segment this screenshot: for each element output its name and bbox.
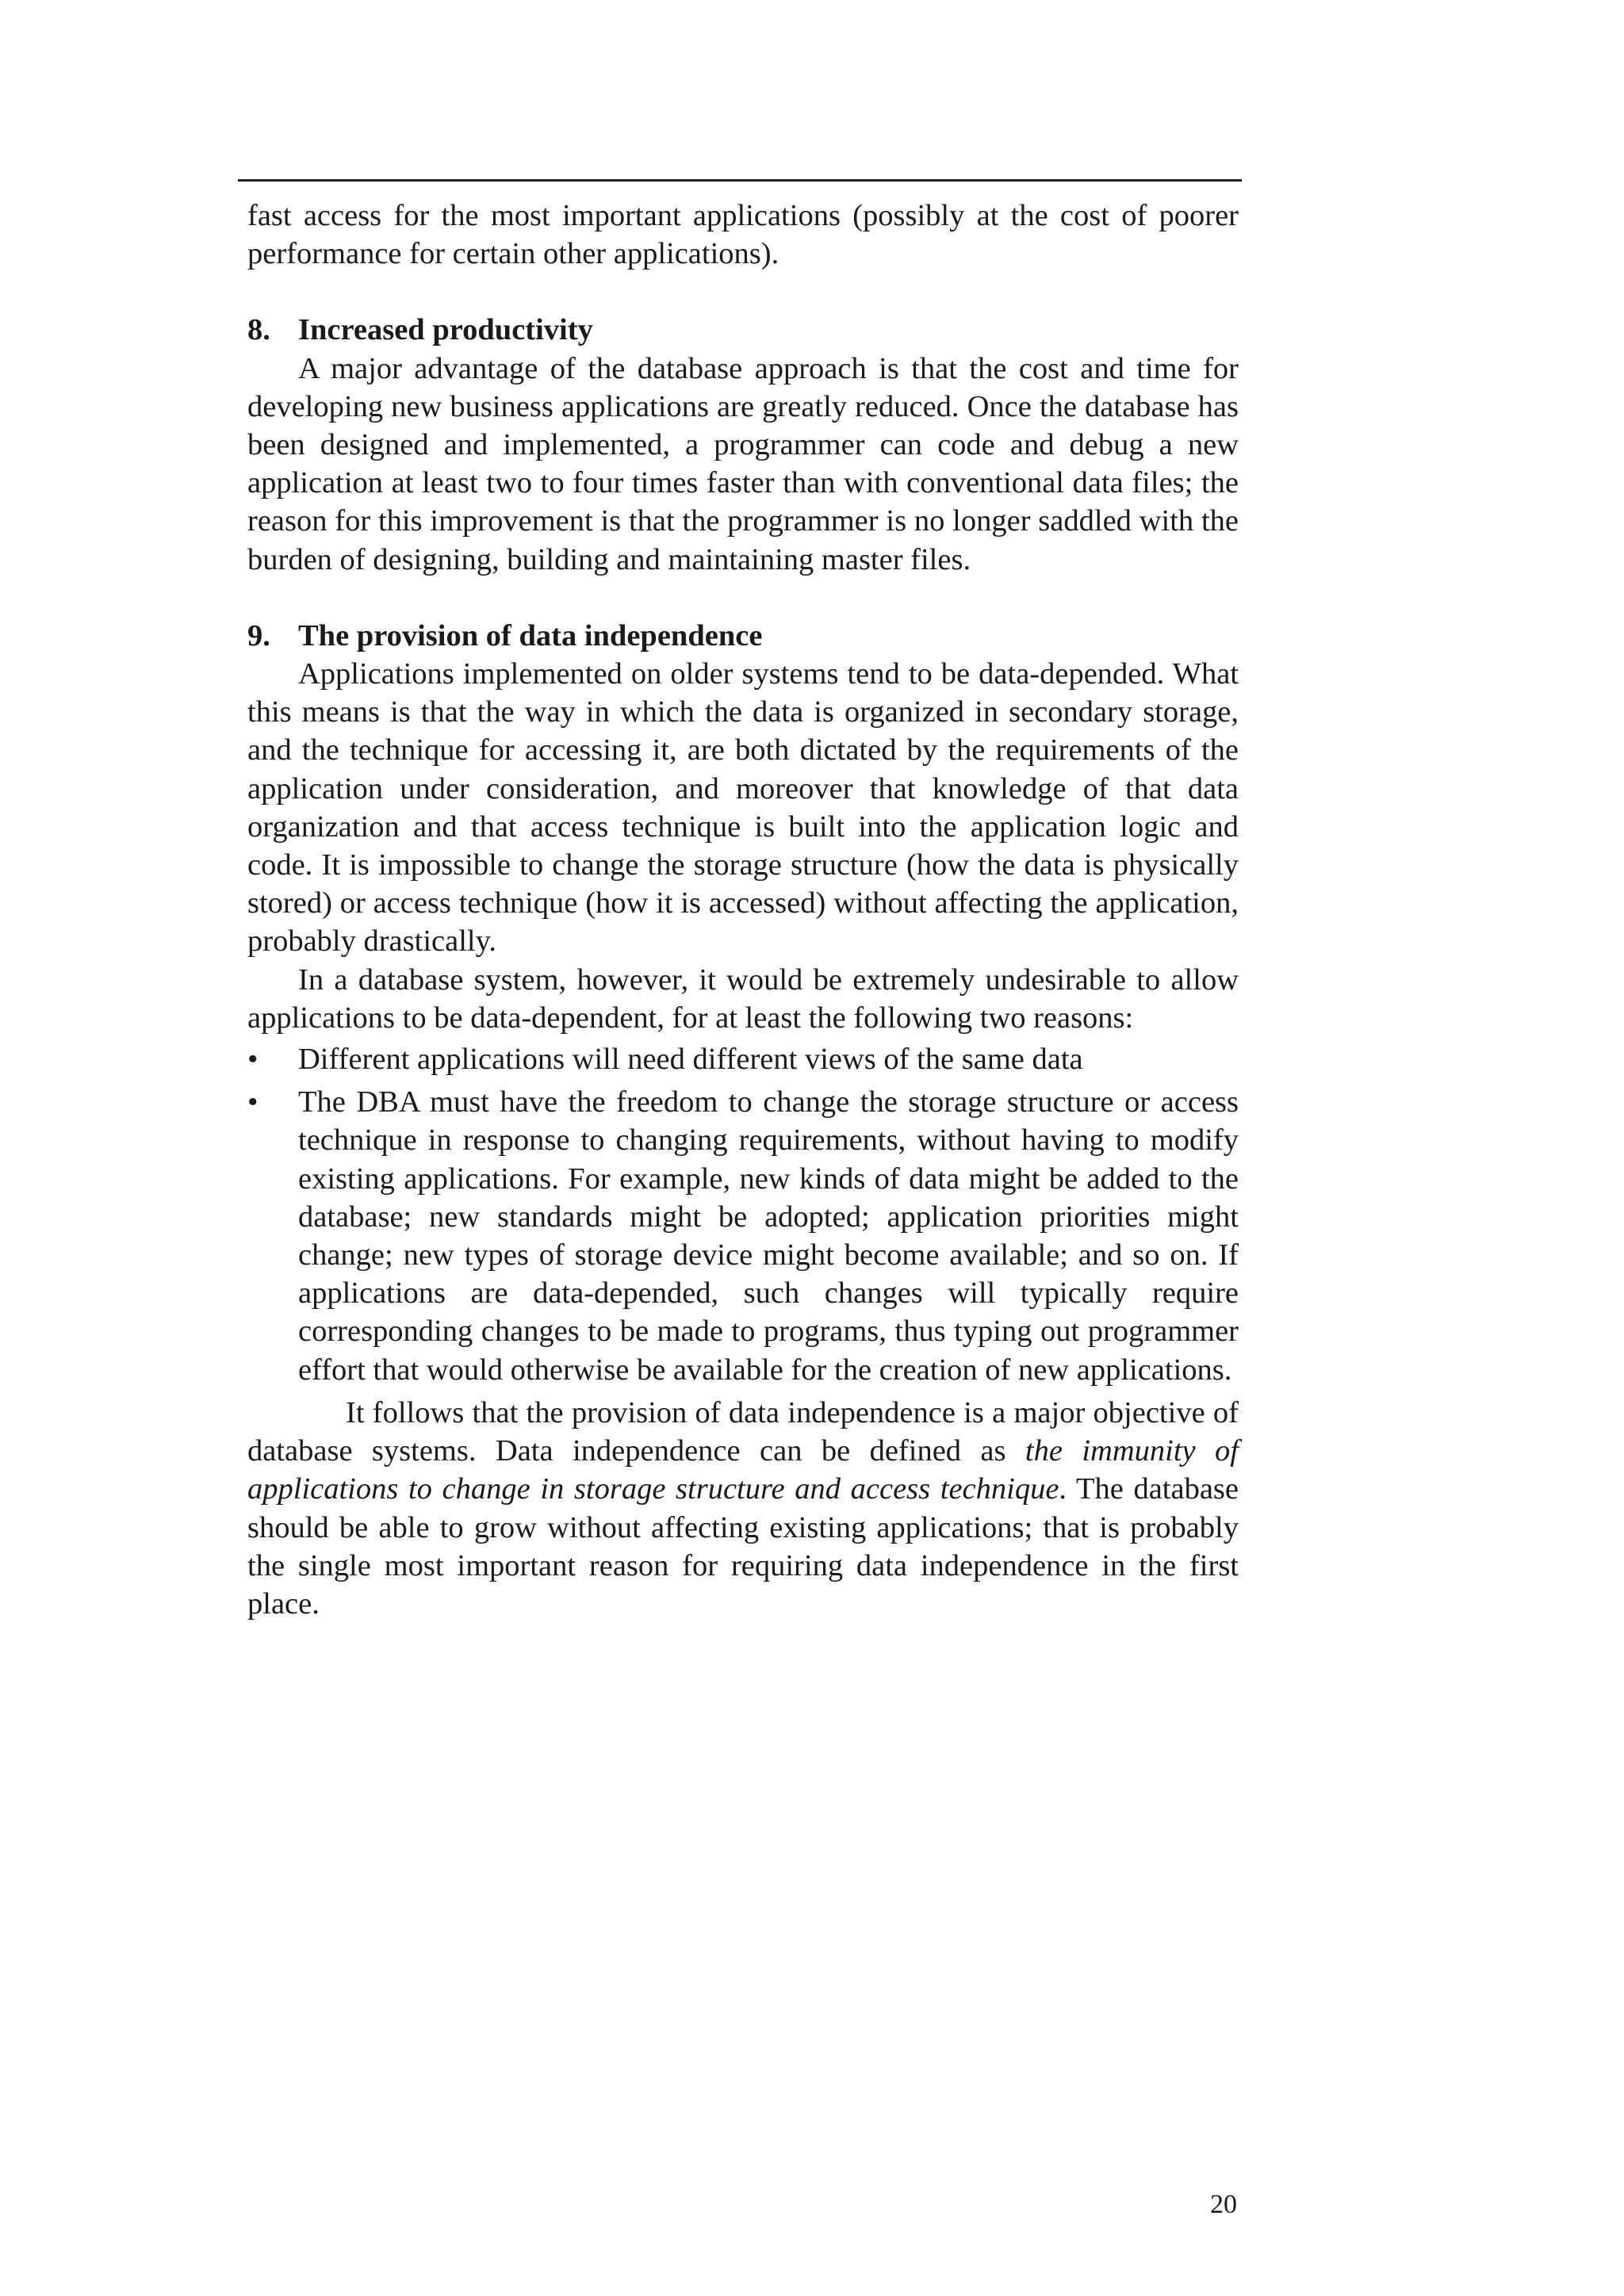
page-body	[247, 197, 1239, 1623]
continuation-paragraph: fast access for the most important applications (possibly at the cost of poorer performance for certain other applications).	[247, 199, 1239, 271]
conclusion-text-start: It follows that the provision of data independence is a major objective of database systems. Data independence can be defined as	[247, 1395, 1239, 1468]
section-9-paragraph-1: Applications implemented on older systems tend to be data-depended. What this means is that the way in which the data is organized in secondary storage, and the technique for accessing it, are both dictated by the requirements of the application under consideration, and moreover that knowledge of that data organization and that access technique is built into the application logic and code. It is impossible to change the storage structure (how the data is physically stored) or access technique (how it is accessed) without affecting the application, probably drastically.	[247, 657, 1239, 959]
bullet-icon: •	[247, 1043, 259, 1077]
list-item	[247, 1040, 1239, 1078]
section-9-title: The provision of data independence	[298, 618, 763, 652]
section-8-title: Increased productivity	[298, 313, 593, 347]
header-rule	[238, 179, 1242, 182]
bullet-icon: •	[247, 1085, 259, 1119]
section-8-number: 8.	[247, 313, 270, 347]
list-item-text: Different applications will need different views of the same data	[298, 1043, 1083, 1077]
list-item	[247, 1083, 1239, 1389]
section-9-paragraph-2: In a database system, however, it would be extremely undesirable to allow applications to be data-dependent, for at least the following two reasons:	[247, 962, 1239, 1035]
page-number: 20	[1210, 2190, 1237, 2219]
list-item-text: The DBA must have the freedom to change the storage structure or access technique in response to changing requirements, without having to modify existing applications. For example, new kinds of data might be added to the database; new standards might be adopted; application priorities might change; new types of storage device might become available; and so on. If applications are data-depended, such changes will typically require corresponding changes to be made to programs, thus typing out programmer effort that would otherwise be available for the creation of new applications.	[298, 1085, 1239, 1387]
conclusion-text-end: . The database should be able to grow without affecting existing applications; that is probably the single most important reason for requiring data independence in the first place.	[247, 1472, 1239, 1621]
section-9-number: 9.	[247, 618, 270, 652]
section-8-heading	[247, 311, 1239, 349]
definition-emphasis: the immunity of applications to change in storage structure and access technique	[247, 1434, 1239, 1506]
conclusion-paragraph	[247, 1394, 1239, 1623]
reasons-list	[247, 1040, 1239, 1389]
section-8-paragraph: A major advantage of the database approach is that the cost and time for developing new business applications are greatly reduced. Once the database has been designed and implemented, a programmer can code and debug a new application at least two to four times faster than with conventional data files; the reason for this improvement is that the programmer is no longer saddled with the burden of designing, building and maintaining master files.	[247, 351, 1239, 576]
section-9-heading	[247, 617, 1239, 655]
